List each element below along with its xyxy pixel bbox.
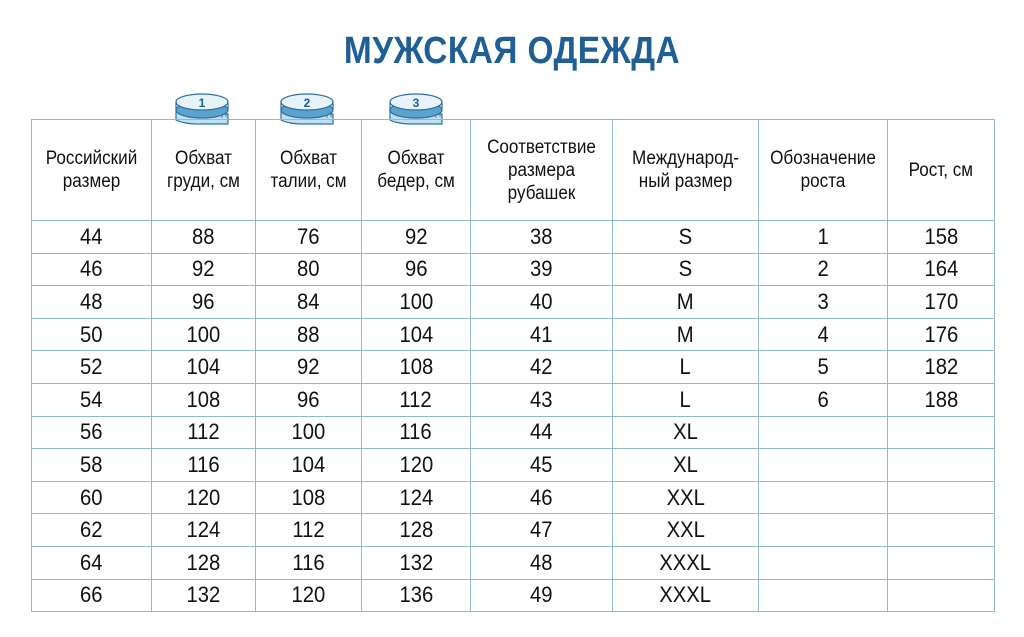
cell-hips: 104 — [362, 318, 471, 351]
cell-hips: 128 — [362, 514, 471, 547]
header-shirt-size: Соответствие размера рубашек — [471, 120, 613, 221]
cell-shirt-size: 39 — [471, 253, 613, 286]
table-row — [32, 546, 995, 579]
cell-waist: 88 — [256, 318, 362, 351]
cell-international-size: XL — [613, 416, 759, 449]
cell-height-code: 5 — [759, 351, 888, 384]
cell-height: 182 — [888, 351, 995, 384]
tape-label-3: 3 — [412, 96, 420, 110]
header-chest: Обхват груди, см — [152, 120, 256, 221]
cell-russian-size: 56 — [32, 416, 152, 449]
cell-height-code: 3 — [759, 286, 888, 319]
cell-russian-size: 44 — [32, 221, 152, 254]
cell-height-code — [759, 579, 888, 612]
cell-chest: 128 — [152, 546, 256, 579]
cell-waist: 104 — [256, 449, 362, 482]
cell-height-code — [759, 514, 888, 547]
table-row — [32, 579, 995, 612]
table-row — [32, 481, 995, 514]
cell-hips: 108 — [362, 351, 471, 384]
cell-height-code — [759, 546, 888, 579]
cell-shirt-size: 49 — [471, 579, 613, 612]
cell-waist: 100 — [256, 416, 362, 449]
cell-international-size: XL — [613, 449, 759, 482]
page-title: МУЖСКАЯ ОДЕЖДА — [343, 30, 681, 72]
cell-russian-size: 46 — [32, 253, 152, 286]
cell-waist: 80 — [256, 253, 362, 286]
cell-chest: 104 — [152, 351, 256, 384]
cell-hips: 112 — [362, 383, 471, 416]
cell-height — [888, 416, 995, 449]
cell-waist: 108 — [256, 481, 362, 514]
cell-hips: 132 — [362, 546, 471, 579]
cell-height: 176 — [888, 318, 995, 351]
cell-international-size: XXL — [613, 514, 759, 547]
cell-waist: 76 — [256, 221, 362, 254]
cell-russian-size: 48 — [32, 286, 152, 319]
cell-shirt-size: 44 — [471, 416, 613, 449]
table-row — [32, 514, 995, 547]
header-height: Рост, см — [888, 120, 995, 221]
table-row — [32, 351, 995, 384]
table-row — [32, 383, 995, 416]
cell-shirt-size: 48 — [471, 546, 613, 579]
cell-russian-size: 60 — [32, 481, 152, 514]
cell-chest: 120 — [152, 481, 256, 514]
cell-chest: 112 — [152, 416, 256, 449]
table-row — [32, 253, 995, 286]
cell-russian-size: 66 — [32, 579, 152, 612]
cell-hips: 92 — [362, 221, 471, 254]
header-height-code: Обозначение роста — [759, 120, 888, 221]
cell-height — [888, 514, 995, 547]
cell-height: 158 — [888, 221, 995, 254]
cell-height — [888, 546, 995, 579]
cell-waist: 92 — [256, 351, 362, 384]
cell-hips: 124 — [362, 481, 471, 514]
cell-chest: 116 — [152, 449, 256, 482]
cell-shirt-size: 47 — [471, 514, 613, 547]
cell-chest: 92 — [152, 253, 256, 286]
cell-height-code: 4 — [759, 318, 888, 351]
cell-russian-size: 64 — [32, 546, 152, 579]
table-row — [32, 221, 995, 254]
cell-height-code — [759, 449, 888, 482]
cell-russian-size: 54 — [32, 383, 152, 416]
cell-hips: 96 — [362, 253, 471, 286]
cell-waist: 116 — [256, 546, 362, 579]
table-row — [32, 416, 995, 449]
cell-chest: 124 — [152, 514, 256, 547]
cell-waist: 112 — [256, 514, 362, 547]
cell-international-size: L — [613, 351, 759, 384]
cell-international-size: L — [613, 383, 759, 416]
cell-russian-size: 50 — [32, 318, 152, 351]
cell-shirt-size: 38 — [471, 221, 613, 254]
cell-waist: 84 — [256, 286, 362, 319]
cell-russian-size: 62 — [32, 514, 152, 547]
cell-international-size: M — [613, 286, 759, 319]
table-body — [32, 221, 995, 612]
cell-international-size: S — [613, 221, 759, 254]
cell-height — [888, 449, 995, 482]
cell-height: 170 — [888, 286, 995, 319]
cell-international-size: XXXL — [613, 579, 759, 612]
cell-chest: 132 — [152, 579, 256, 612]
cell-chest: 88 — [152, 221, 256, 254]
cell-waist: 120 — [256, 579, 362, 612]
cell-hips: 116 — [362, 416, 471, 449]
header-international-size: Международ-ный размер — [613, 120, 759, 221]
cell-shirt-size: 43 — [471, 383, 613, 416]
cell-height-code: 2 — [759, 253, 888, 286]
table-row — [32, 286, 995, 319]
cell-chest: 108 — [152, 383, 256, 416]
cell-height — [888, 481, 995, 514]
cell-height — [888, 579, 995, 612]
cell-international-size: M — [613, 318, 759, 351]
tape-label-2: 2 — [303, 96, 311, 110]
header-hips: Обхват бедер, см — [362, 120, 471, 221]
cell-height-code — [759, 481, 888, 514]
cell-international-size: S — [613, 253, 759, 286]
cell-shirt-size: 41 — [471, 318, 613, 351]
table-row — [32, 449, 995, 482]
cell-chest: 96 — [152, 286, 256, 319]
cell-waist: 96 — [256, 383, 362, 416]
cell-shirt-size: 45 — [471, 449, 613, 482]
cell-russian-size: 58 — [32, 449, 152, 482]
cell-height: 188 — [888, 383, 995, 416]
cell-chest: 100 — [152, 318, 256, 351]
table-row — [32, 318, 995, 351]
cell-height-code — [759, 416, 888, 449]
header-waist: Обхват талии, см — [256, 120, 362, 221]
cell-international-size: XXXL — [613, 546, 759, 579]
cell-hips: 100 — [362, 286, 471, 319]
tape-label-1: 1 — [198, 96, 206, 110]
header-russian-size: Российский размер — [32, 120, 152, 221]
cell-height-code: 6 — [759, 383, 888, 416]
cell-shirt-size: 42 — [471, 351, 613, 384]
cell-height: 164 — [888, 253, 995, 286]
size-table — [31, 119, 995, 612]
cell-hips: 136 — [362, 579, 471, 612]
cell-shirt-size: 46 — [471, 481, 613, 514]
cell-shirt-size: 40 — [471, 286, 613, 319]
table-header-row — [32, 120, 995, 221]
cell-international-size: XXL — [613, 481, 759, 514]
cell-russian-size: 52 — [32, 351, 152, 384]
cell-hips: 120 — [362, 449, 471, 482]
cell-height-code: 1 — [759, 221, 888, 254]
